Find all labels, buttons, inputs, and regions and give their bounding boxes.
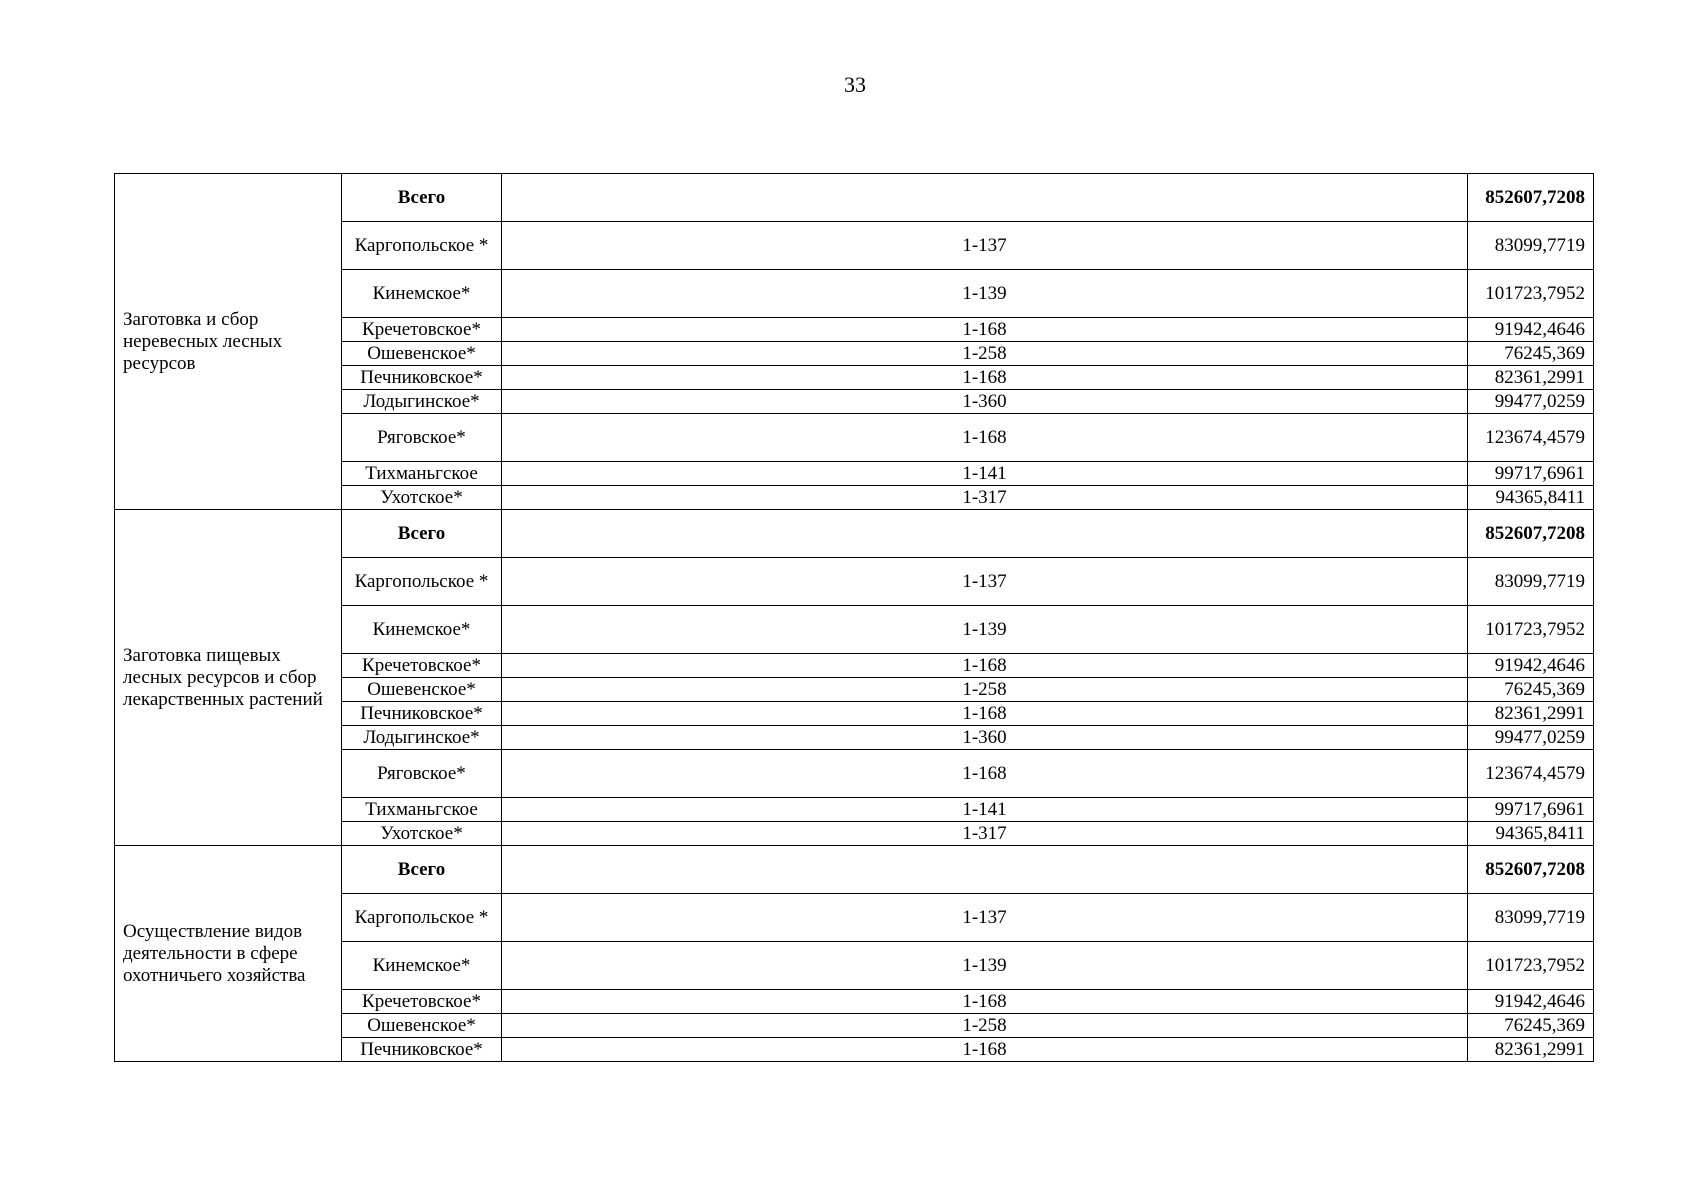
area-value: 852607,7208 xyxy=(1485,858,1585,880)
district-cell: Ряговское* xyxy=(342,750,502,798)
area-value: 99717,6961 xyxy=(1494,462,1585,484)
area-value: 99717,6961 xyxy=(1494,798,1585,820)
area-value-cell xyxy=(1468,798,1594,822)
district-cell: Каргопольское * xyxy=(342,222,502,270)
area-value-cell xyxy=(1468,654,1594,678)
area-value: 101723,7952 xyxy=(1485,954,1585,976)
district-cell: Ошевенское* xyxy=(342,1014,502,1038)
area-value-cell xyxy=(1468,726,1594,750)
district-cell: Печниковское* xyxy=(342,702,502,726)
area-value: 91942,4646 xyxy=(1494,654,1585,676)
district-cell: Кречетовское* xyxy=(342,990,502,1014)
quarter-code-cell: 1-360 xyxy=(502,390,1468,414)
area-value-cell xyxy=(1468,414,1594,462)
area-value-cell xyxy=(1468,942,1594,990)
area-value-cell xyxy=(1468,486,1594,510)
area-value: 91942,4646 xyxy=(1494,318,1585,340)
area-value: 76245,369 xyxy=(1504,1014,1585,1036)
area-value: 82361,2991 xyxy=(1494,366,1585,388)
area-value-cell xyxy=(1468,342,1594,366)
area-value: 83099,7719 xyxy=(1494,234,1585,256)
activity-type-cell: Заготовка и сбор неревесных лесных ресурсов xyxy=(115,174,342,510)
quarter-code-cell: 1-317 xyxy=(502,486,1468,510)
area-value-cell xyxy=(1468,366,1594,390)
district-cell: Кинемское* xyxy=(342,942,502,990)
area-value-cell xyxy=(1468,678,1594,702)
area-value-cell xyxy=(1468,318,1594,342)
quarter-code-cell: 1-258 xyxy=(502,678,1468,702)
district-cell: Ряговское* xyxy=(342,414,502,462)
quarter-code-cell: 1-139 xyxy=(502,942,1468,990)
quarter-code-cell: 1-168 xyxy=(502,1038,1468,1062)
area-value: 852607,7208 xyxy=(1485,186,1585,208)
quarter-code-cell: 1-139 xyxy=(502,270,1468,318)
district-cell: Каргопольское * xyxy=(342,558,502,606)
district-cell: Кинемское* xyxy=(342,606,502,654)
district-cell: Ошевенское* xyxy=(342,678,502,702)
area-value: 76245,369 xyxy=(1504,678,1585,700)
district-cell: Всего xyxy=(342,846,502,894)
district-cell: Ухотское* xyxy=(342,822,502,846)
area-value: 91942,4646 xyxy=(1494,990,1585,1012)
page-number: 33 xyxy=(844,72,866,97)
activity-type-cell: Осуществление видов деятельности в сфере охотничьего хозяйства xyxy=(115,846,342,1062)
quarter-code-cell: 1-258 xyxy=(502,342,1468,366)
area-value-cell xyxy=(1468,750,1594,798)
area-value: 94365,8411 xyxy=(1495,822,1585,844)
area-value: 101723,7952 xyxy=(1485,618,1585,640)
quarter-code-cell: 1-360 xyxy=(502,726,1468,750)
area-value: 82361,2991 xyxy=(1494,702,1585,724)
area-value-cell xyxy=(1468,390,1594,414)
district-cell: Печниковское* xyxy=(342,1038,502,1062)
table-row-total xyxy=(115,174,1594,222)
area-value: 83099,7719 xyxy=(1494,906,1585,928)
quarter-code-cell xyxy=(502,510,1468,558)
area-value-cell xyxy=(1468,606,1594,654)
district-cell: Каргопольское * xyxy=(342,894,502,942)
area-value: 76245,369 xyxy=(1504,342,1585,364)
area-value-cell xyxy=(1468,222,1594,270)
district-cell: Тихманьгское xyxy=(342,462,502,486)
table-body xyxy=(115,174,1594,1062)
area-value: 101723,7952 xyxy=(1485,282,1585,304)
district-cell: Кречетовское* xyxy=(342,654,502,678)
activity-type-cell: Заготовка пищевых лесных ресурсов и сбор лекарственных растений xyxy=(115,510,342,846)
area-value-cell xyxy=(1468,270,1594,318)
area-value-cell xyxy=(1468,990,1594,1014)
area-value-cell xyxy=(1468,702,1594,726)
area-value: 99477,0259 xyxy=(1494,726,1585,748)
table-row-total xyxy=(115,510,1594,558)
area-value-cell xyxy=(1468,846,1594,894)
quarter-code-cell: 1-168 xyxy=(502,414,1468,462)
quarter-code-cell: 1-168 xyxy=(502,702,1468,726)
area-value-cell xyxy=(1468,1038,1594,1062)
area-value: 99477,0259 xyxy=(1494,390,1585,412)
area-value-cell xyxy=(1468,462,1594,486)
quarter-code-cell: 1-137 xyxy=(502,894,1468,942)
area-value: 94365,8411 xyxy=(1495,486,1585,508)
quarter-code-cell: 1-168 xyxy=(502,750,1468,798)
area-value-cell xyxy=(1468,822,1594,846)
district-cell: Тихманьгское xyxy=(342,798,502,822)
quarter-code-cell: 1-139 xyxy=(502,606,1468,654)
quarter-code-cell: 1-141 xyxy=(502,798,1468,822)
quarter-code-cell: 1-317 xyxy=(502,822,1468,846)
forest-resources-table xyxy=(114,173,1594,1062)
table-row-total xyxy=(115,846,1594,894)
district-cell: Кречетовское* xyxy=(342,318,502,342)
quarter-code-cell: 1-168 xyxy=(502,990,1468,1014)
quarter-code-cell xyxy=(502,174,1468,222)
quarter-code-cell: 1-137 xyxy=(502,558,1468,606)
area-value-cell xyxy=(1468,1014,1594,1038)
area-value-cell xyxy=(1468,894,1594,942)
quarter-code-cell: 1-168 xyxy=(502,366,1468,390)
district-cell: Лодыгинское* xyxy=(342,726,502,750)
area-value: 123674,4579 xyxy=(1485,426,1585,448)
district-cell: Печниковское* xyxy=(342,366,502,390)
quarter-code-cell: 1-258 xyxy=(502,1014,1468,1038)
district-cell: Всего xyxy=(342,510,502,558)
district-cell: Ухотское* xyxy=(342,486,502,510)
area-value-cell xyxy=(1468,558,1594,606)
area-value-cell xyxy=(1468,510,1594,558)
area-value-cell xyxy=(1468,174,1594,222)
area-value: 82361,2991 xyxy=(1494,1038,1585,1060)
district-cell: Лодыгинское* xyxy=(342,390,502,414)
quarter-code-cell: 1-137 xyxy=(502,222,1468,270)
district-cell: Ошевенское* xyxy=(342,342,502,366)
district-cell: Всего xyxy=(342,174,502,222)
area-value: 852607,7208 xyxy=(1485,522,1585,544)
quarter-code-cell: 1-168 xyxy=(502,318,1468,342)
quarter-code-cell: 1-168 xyxy=(502,654,1468,678)
area-value: 83099,7719 xyxy=(1494,570,1585,592)
quarter-code-cell xyxy=(502,846,1468,894)
district-cell: Кинемское* xyxy=(342,270,502,318)
quarter-code-cell: 1-141 xyxy=(502,462,1468,486)
area-value: 123674,4579 xyxy=(1485,762,1585,784)
